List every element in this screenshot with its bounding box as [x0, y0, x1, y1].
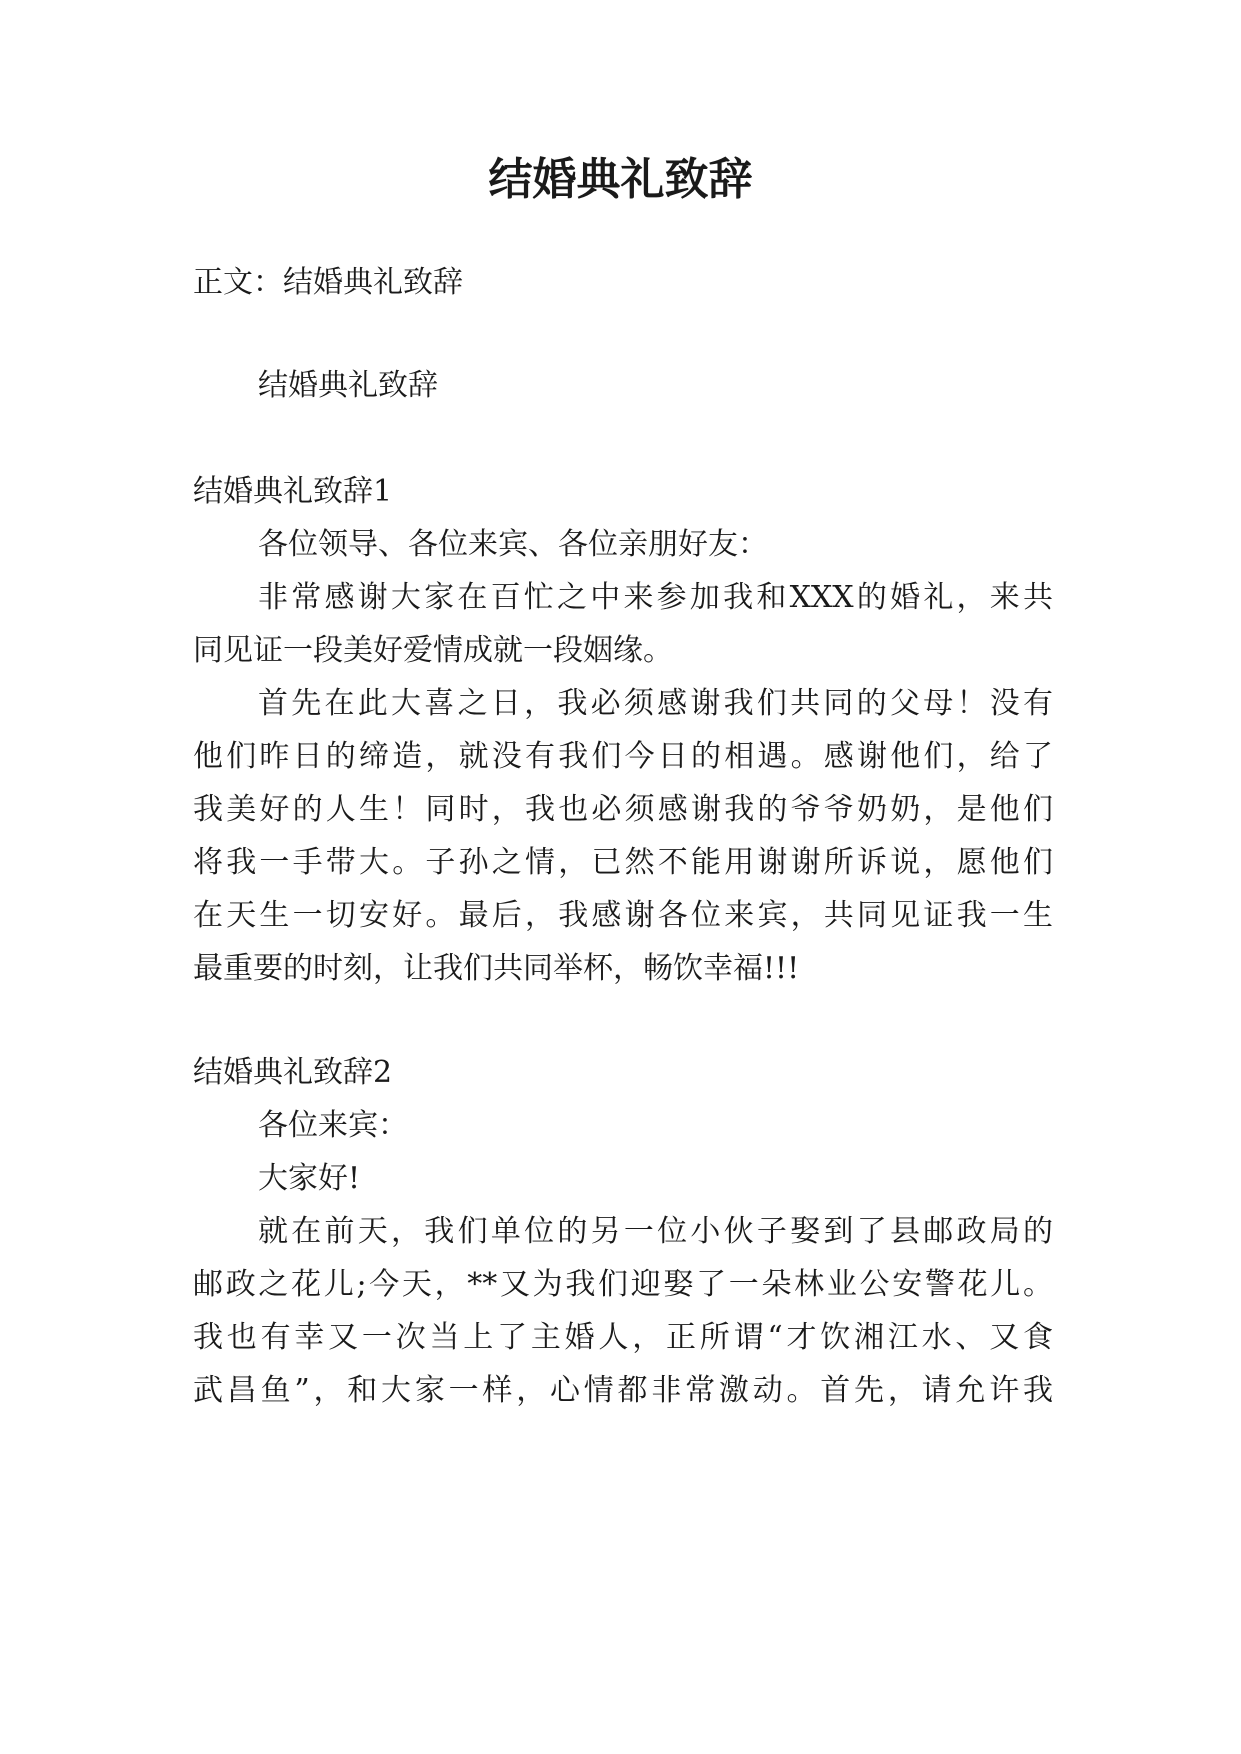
paragraph-line: 邮政之花儿;今天，**又为我们迎娶了一朵林业公安警花儿。	[193, 1267, 1053, 1302]
paragraph-line: 首先在此大喜之日，我必须感谢我们共同的父母！没有	[258, 686, 1053, 721]
section-heading-2: 结婚典礼致辞2	[193, 1055, 393, 1090]
paragraph-line: 非常感谢大家在百忙之中来参加我和XXX的婚礼，来共	[258, 580, 1053, 615]
paragraph-line: 武昌鱼”，和大家一样，心情都非常激动。首先，请允许我	[193, 1373, 1053, 1408]
paragraph-line: 我也有幸又一次当上了主婚人，正所谓“才饮湘江水、又食	[193, 1320, 1053, 1355]
paragraph-line: 他们昨日的缔造，就没有我们今日的相遇。感谢他们，给了	[193, 739, 1053, 774]
paragraph-line: 各位领导、各位来宾、各位亲朋好友：	[258, 527, 768, 562]
paragraph-line: 各位来宾：	[258, 1108, 408, 1143]
paragraph-line: 我美好的人生！同时，我也必须感谢我的爷爷奶奶，是他们	[193, 792, 1053, 827]
paragraph-line: 最重要的时刻，让我们共同举杯，畅饮幸福!!!	[193, 951, 800, 986]
paragraph-line: 将我一手带大。子孙之情，已然不能用谢谢所诉说，愿他们	[193, 845, 1053, 880]
paragraph-line: 在天生一切安好。最后，我感谢各位来宾，共同见证我一生	[193, 898, 1053, 933]
document-title: 结婚典礼致辞	[488, 154, 753, 205]
paragraph-line: 就在前天，我们单位的另一位小伙子娶到了县邮政局的	[258, 1214, 1053, 1249]
body-label: 正文：结婚典礼致辞	[193, 265, 463, 300]
paragraph-line: 同见证一段美好爱情成就一段姻缘。	[193, 633, 673, 668]
section-heading-1: 结婚典礼致辞1	[193, 474, 393, 509]
subtitle: 结婚典礼致辞	[258, 368, 438, 403]
paragraph-line: 大家好!	[258, 1161, 361, 1196]
